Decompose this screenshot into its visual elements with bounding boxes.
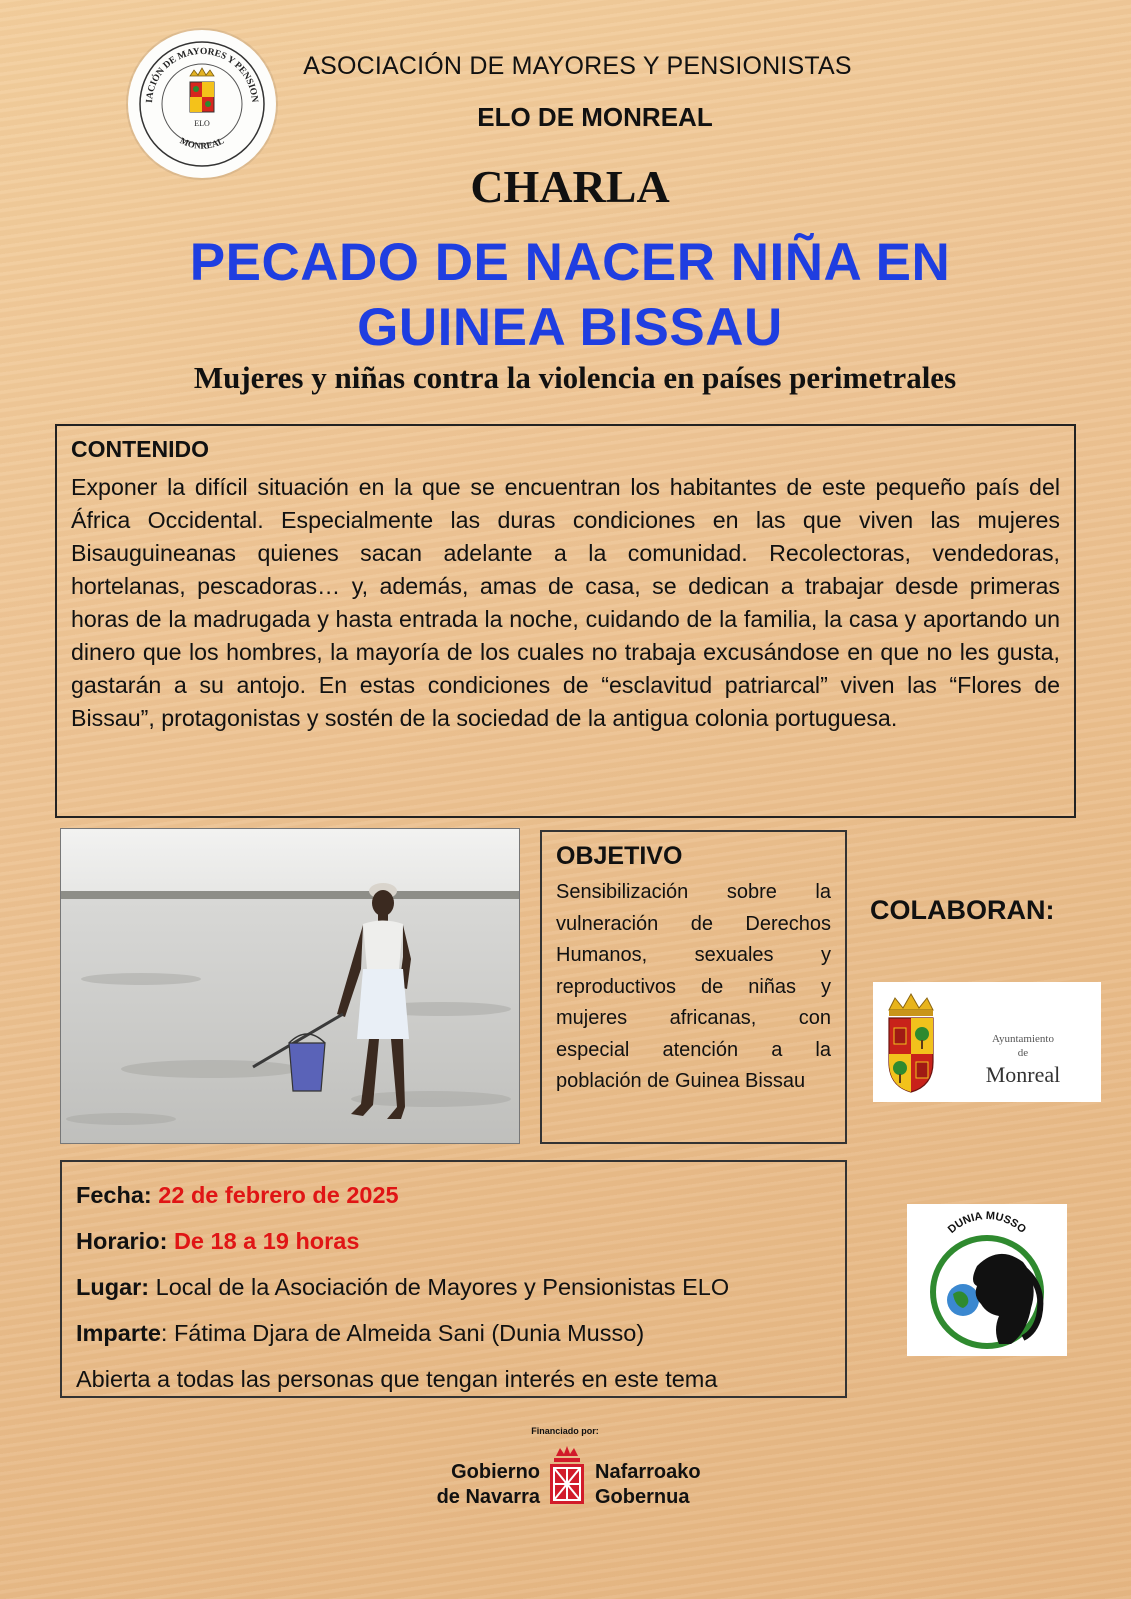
seal-center-text: ELO	[194, 119, 210, 128]
association-location: ELO DE MONREAL	[477, 102, 713, 132]
contenido-box	[55, 424, 1076, 818]
fecha-label: Fecha:	[76, 1182, 152, 1208]
event-subtitle: Mujeres y niñas contra la violencia en países perimetrales	[193, 360, 957, 395]
contenido-heading: CONTENIDO	[71, 436, 209, 462]
contenido-text: Exponer la difícil situación en la que se encuentran los habitantes de este pequeño país del África Occidental. Especialmente las duras condiciones en las que viven las mujeres Bisauguineanas quienes sacan adelante a la comunidad. Recolectoras, vendedoras, hortelanas, pescadoras… y, además, amas de casa, se dedican a trabajar desde primeras horas de la madrugada y hasta entrada la noche, cuidando de la familia, la casa y aportando un dinero que los hombres, la mayoría de los cuales no trabaja excusándose en que no les gusta, gastarán a su antojo. En estas condiciones de “esclavitud patriarcal” viven las “Flores de Bissau”, protagonistas y sostén de la sociedad de la antigua colonia portuguesa.	[71, 474, 1060, 731]
gobierno-line1: Gobierno	[451, 1461, 540, 1483]
objetivo-box	[540, 830, 847, 1144]
ayuntamiento-line1: Ayuntamiento	[992, 1033, 1054, 1045]
fecha-row	[76, 1172, 831, 1218]
fecha-value: 22 de febrero de 2025	[158, 1182, 399, 1208]
ayuntamiento-monreal-logo	[873, 982, 1101, 1102]
dunia-musso-text: DUNIA MUSSO	[945, 1209, 1029, 1236]
svg-text:MONREAL	[179, 135, 226, 150]
association-seal-icon	[128, 30, 276, 178]
objetivo-text: Sensibilización sobre la vulneración de Derechos Humanos, sexuales y reproductivos de niñas y mujeres africanas, con especial atención a la población de Guinea Bissau	[556, 881, 831, 1092]
gobierno-navarra-shield-icon	[546, 1442, 588, 1508]
event-title-line1: PECADO DE NACER NIÑA EN	[189, 233, 951, 292]
gobierno-line2: de Navarra	[436, 1486, 540, 1508]
dunia-musso-logo-icon	[933, 1238, 1041, 1346]
ayuntamiento-line3: Monreal	[985, 1062, 1061, 1087]
woman-with-bucket-photo	[60, 828, 520, 1144]
ayuntamiento-line2: de	[1017, 1047, 1029, 1059]
gobierno-navarra-text	[400, 1460, 540, 1510]
seal-text-bottom: MONREAL	[178, 135, 226, 151]
horario-value: De 18 a 19 horas	[173, 1228, 360, 1254]
ayuntamiento-monreal-shield-icon	[889, 994, 933, 1092]
lugar-label: Lugar:	[76, 1274, 150, 1300]
imparte-row	[76, 1310, 831, 1356]
horario-label: Horario:	[76, 1228, 168, 1254]
imparte-value: : Fátima Djara de Almeida Sani (Dunia Musso)	[160, 1320, 645, 1346]
lugar-row	[76, 1264, 831, 1310]
colaboran-heading: COLABORAN:	[870, 895, 1055, 925]
event-title-line2: GUINEA BISSAU	[357, 298, 783, 357]
nafarroako-line1: Nafarroako	[595, 1461, 701, 1483]
nafarroako-line2: Gobernua	[595, 1486, 690, 1508]
dunia-musso-logo	[907, 1204, 1067, 1356]
lugar-value: Local de la Asociación de Mayores y Pensionistas ELO	[155, 1274, 730, 1300]
horario-row	[76, 1218, 831, 1264]
abierta-row: Abierta a todas las personas que tengan interés en este tema	[76, 1366, 718, 1392]
svg-text:DUNIA MUSSO	[946, 1210, 1029, 1236]
financiado-label: Financiado por:	[531, 1426, 599, 1436]
imparte-label: Imparte	[76, 1320, 161, 1346]
event-type: CHARLA	[470, 161, 670, 212]
objetivo-heading: OBJETIVO	[556, 842, 683, 870]
nafarroako-gobernua-text	[595, 1460, 755, 1510]
seal-text-top: IACIÓN DE MAYORES Y PENSION	[144, 46, 260, 104]
event-info-box	[60, 1160, 847, 1398]
association-name: ASOCIACIÓN DE MAYORES Y PENSIONISTAS	[303, 52, 852, 80]
